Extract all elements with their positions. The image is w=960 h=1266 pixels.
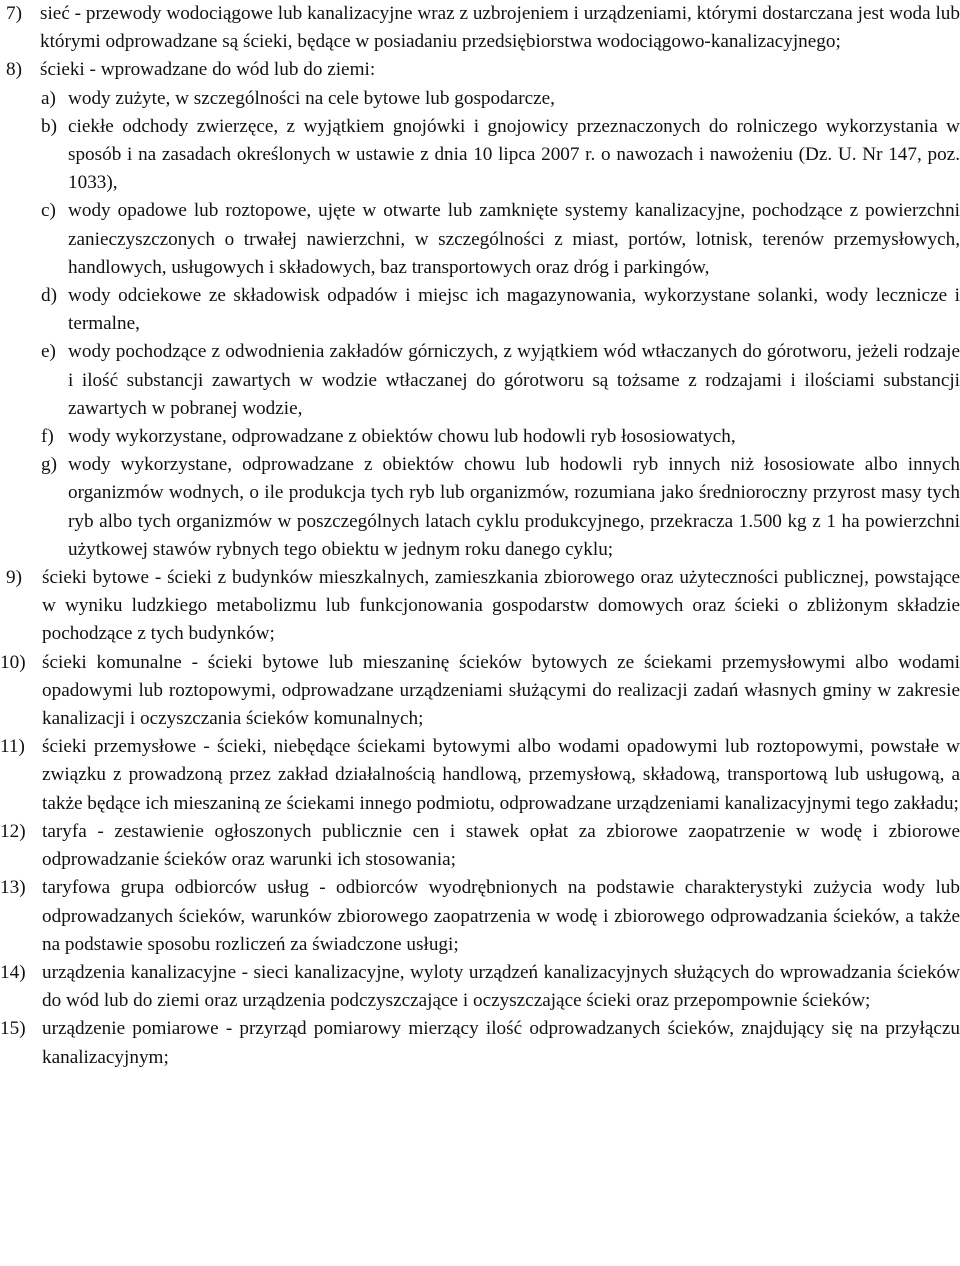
sub-item-letter: c) — [41, 200, 56, 222]
item-number: 13) — [0, 877, 26, 899]
sub-item-letter: g) — [41, 454, 57, 476]
sub-item-letter: e) — [41, 341, 56, 363]
list-item-8 — [0, 56, 960, 84]
list-item-12 — [0, 818, 960, 874]
list-item-13 — [0, 874, 960, 959]
item-number: 12) — [0, 820, 26, 842]
sub-item-e — [0, 338, 960, 423]
item-number: 9) — [6, 567, 22, 589]
sub-item-d — [0, 282, 960, 338]
list-item-14 — [0, 959, 960, 1015]
sub-item-b — [0, 113, 960, 198]
sub-item-text: wody wykorzystane, odprowadzane z obiektów chowu lub hodowli ryb łososiowatych, — [68, 426, 736, 448]
sub-item-letter: b) — [41, 115, 57, 137]
sub-item-text: wody odciekowe ze składowisk odpadów i miejsc ich magazynowania, wykorzystane solanki, wody lecznicze i termalne, — [68, 285, 960, 335]
item-number: 7) — [6, 3, 22, 24]
item-text: taryfowa grupa odbiorców usług - odbiorców wyodrębnionych na podstawie charakterystyki zużycia wody lub odprowadzanych ścieków, warunków zbiorowego zaopatrzenia w wodę i zbiorowego odprowadzania ścieków, a także na podstawie sposobu rozliczeń za świadczone usługi; — [42, 877, 960, 955]
sub-item-text: ciekłe odchody zwierzęce, z wyjątkiem gnojówki i gnojowicy przeznaczonych do rolniczego wykorzystania w sposób i na zasadach określonych w ustawie z dnia 10 lipca 2007 r. o nawozach i nawożeniu (Dz. U. Nr 147, poz. 1033), — [68, 115, 960, 194]
sub-item-text: wody wykorzystane, odprowadzane z obiektów chowu lub hodowli ryb innych niż łososiowate albo innych organizmów wodnych, o ile produkcja tych ryb lub organizmów, rozumiana jako średnioroczny przyrost masy tych ryb albo tych organizmów w poszczególnych latach cyklu produkcyjnego, przekracza 1.500 kg z 1 ha powierzchni użytkowej stawów rybnych tego obiektu w jednym roku danego cyklu; — [68, 454, 960, 560]
item-text: ścieki - wprowadzane do wód lub do ziemi: — [40, 59, 376, 81]
item-number: 15) — [0, 1018, 26, 1040]
item-number: 10) — [0, 651, 26, 673]
item-text: urządzenie pomiarowe - przyrząd pomiarowy mierzący ilość odprowadzanych ścieków, znajdujący się na przyłączu kanalizacyjnym; — [42, 1018, 960, 1068]
sub-item-g — [0, 451, 960, 564]
list-item-11 — [0, 733, 960, 818]
item-text: sieć - przewody wodociągowe lub kanalizacyjne wraz z uzbrojeniem i urządzeniami, którymi dostarczana jest woda lub którymi odprowadzane są ścieki, będące w posiadaniu przedsiębiorstwa wodociągowo-kanalizacyjnego; — [40, 3, 960, 53]
sub-item-text: wody zużyte, w szczególności na cele bytowe lub gospodarcze, — [68, 87, 555, 109]
item-number: 14) — [0, 961, 26, 983]
item-text: ścieki przemysłowe - ścieki, niebędące ściekami bytowymi albo wodami opadowymi lub roztopowymi, powstałe w związku z prowadzoną przez zakład działalnością handlową, przemysłową, składową, transportową lub usługową, a także będące ich mieszaniną ze ściekami innego podmiotu, odprowadzane urządzeniami kanalizacyjnymi tego zakładu; — [42, 736, 960, 814]
item-number: 8) — [6, 59, 22, 81]
sub-item-text: wody pochodzące z odwodnienia zakładów górniczych, z wyjątkiem wód wtłaczanych do górotworu, jeżeli rodzaje i ilość substancji zawartych w wodzie wtłaczanej do górotworu są tożsame z rodzajami i ilościami substancji zawartych w pobranej wodzie, — [68, 341, 960, 419]
item-text: ścieki komunalne - ścieki bytowe lub mieszaninę ścieków bytowych ze ściekami przemysłowymi albo wodami opadowymi lub roztopowymi, odprowadzane urządzeniami służącymi do realizacji zadań własnych gminy w zakresie kanalizacji i oczyszczania ścieków komunalnych; — [42, 651, 960, 730]
sub-item-letter: f) — [41, 426, 54, 448]
sub-item-letter: d) — [41, 285, 57, 307]
list-item-10 — [0, 649, 960, 734]
sub-item-f — [0, 423, 960, 451]
item-number: 11) — [0, 736, 25, 758]
sub-item-c — [0, 197, 960, 282]
sub-item-text: wody opadowe lub roztopowe, ujęte w otwarte lub zamknięte systemy kanalizacyjne, pochodzące z powierzchni zanieczyszczonych o trwałej nawierzchni, w szczególności z miast, portów, lotnisk, terenów przemysłowych, handlowych, usługowych i składowych, baz transportowych oraz dróg i parkingów, — [68, 200, 960, 278]
item-text: urządzenia kanalizacyjne - sieci kanalizacyjne, wyloty urządzeń kanalizacyjnych służących do wprowadzania ścieków do wód lub do ziemi oraz urządzenia podczyszczające i oczyszczające ścieki oraz przepompownie ścieków; — [42, 961, 960, 1012]
sub-item-letter: a) — [41, 87, 56, 109]
list-item-15 — [0, 1015, 960, 1071]
item-text: taryfa - zestawienie ogłoszonych publicznie cen i stawek opłat za zbiorowe zaopatrzenie w wodę i zbiorowe odprowadzanie ścieków oraz warunki ich stosowania; — [42, 820, 960, 871]
item-text: ścieki bytowe - ścieki z budynków mieszkalnych, zamieszkania zbiorowego oraz użyteczności publicznej, powstające w wyniku ludzkiego metabolizmu lub funkcjonowania gospodarstw domowych oraz ścieki o zbliżonym składzie pochodzące z tych budynków; — [42, 567, 960, 645]
list-item-7 — [0, 0, 960, 56]
sub-item-a — [0, 85, 960, 113]
list-item-9 — [0, 564, 960, 649]
